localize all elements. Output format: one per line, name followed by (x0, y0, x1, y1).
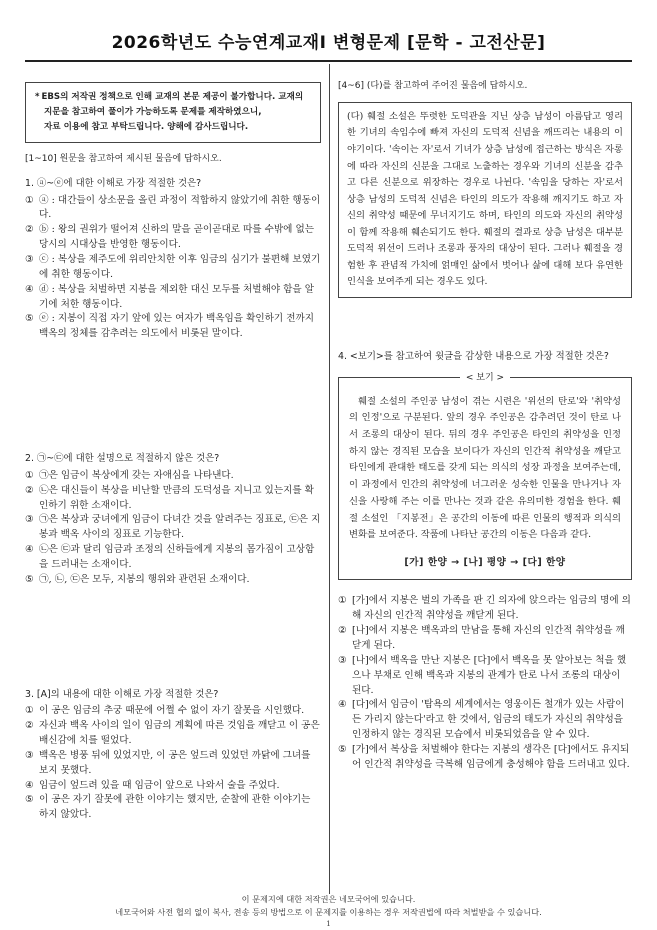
answer-option[interactable] (25, 704, 321, 719)
option-number: ③ (25, 254, 34, 266)
answer-option[interactable] (338, 698, 632, 743)
question-stem: 2. ㉠~㉢에 대한 설명으로 적절하지 않은 것은? (25, 453, 220, 465)
notice-line: EBS의 저작권 정책으로 인해 교재의 본문 제공이 불가합니다. 교재의 (41, 92, 304, 102)
answer-option[interactable] (25, 719, 321, 749)
option-number: ② (25, 720, 34, 732)
option-text: ㉡은 ㉢과 달리 임금과 조정의 신하들에게 지봉의 몸가짐이 고상함을 드러내는 소재이다. (39, 544, 315, 570)
option-number: ④ (338, 699, 347, 711)
answer-option[interactable] (338, 594, 632, 624)
bogi-text: 훼절 소설의 주인공 남성이 겪는 시련은 '위선의 탄로'와 '취약성의 인정'으로 구분된다. 앞의 경우 주인공은 감추려던 것이 탄로 나서 조롱의 대상이 된다. 뒤의 경우 주인공은 타인의 취약성을 인정하지 않는 경직된 모습을 보이다가 자신의 인간적 취약성을 깨닫고 타인에게 관대한 태도를 갖게 되는 의식의 성장 과정을 보여주는데, 이 과정에서 인간의 취약성에 너그러운 성숙한 인물을 만나거나 자신을 사랑해 주는 이를 만나는 것과 같은 유의미한 경험을 한다. 훼절 소설인 「지봉전」은 공간의 이동에 따른 인물의 행적과 의식의 변화를 보여준다. 작품에 나타난 공간의 이동은 다음과 같다. (349, 395, 621, 541)
bogi-label: < 보기 > (460, 373, 510, 383)
answer-option[interactable] (25, 484, 321, 514)
option-text: ⓓ : 복상을 처벌하면 지봉을 제외한 대신 모두를 처벌해야 함을 알기에 처한 행동이다. (39, 283, 315, 310)
answer-option[interactable] (25, 194, 321, 224)
option-number: ① (25, 194, 34, 206)
option-text: ⓐ : 대간들이 상소문을 올린 과정이 적합하지 않았기에 취한 행동이다. (39, 194, 321, 221)
option-text: [나]에서 백옥을 만난 지봉은 [다]에서 백옥을 못 알아보는 척을 했으나 부채로 인해 백옥과 지봉의 관계가 탄로 나서 조롱의 대상이 된다. (352, 654, 627, 696)
option-text: 자신과 백옥 사이의 일이 임금의 계획에 따른 것임을 깨닫고 이 공은 배신감에 치를 떨었다. (39, 720, 320, 746)
answer-option[interactable] (338, 654, 632, 699)
answer-option[interactable] (25, 283, 321, 313)
question-stem: 3. [A]의 내용에 대한 이해로 가장 적절한 것은? (25, 688, 219, 700)
option-number: ① (25, 705, 34, 717)
option-text: ⓑ : 왕의 권위가 떨어져 신하의 말을 곧이곧대로 따를 수밖에 없는 당시의 시대상을 반영한 행동이다. (39, 224, 315, 251)
option-number: ④ (25, 779, 34, 791)
question-2 (25, 452, 321, 587)
answer-option[interactable] (25, 312, 321, 342)
notice-bullet: * (35, 92, 40, 102)
option-text: [가]에서 복상을 처벌해야 한다는 지봉의 생각은 [다]에서도 유지되어 인간적 취약성을 극복해 임금에게 충성해야 함을 드러내고 있다. (352, 744, 630, 770)
section-instruction: [1~10] 원문을 참고하여 제시된 물음에 답하시오. (25, 154, 222, 165)
option-text: ㉠, ㉡, ㉢은 모두, 지봉의 행위와 관련된 소재이다. (39, 573, 250, 585)
option-text: ㉠은 임금이 복상에게 갖는 자애심을 나타낸다. (39, 469, 234, 481)
option-text: ㉠은 복상과 궁녀에게 임금이 다녀간 것을 알려주는 징표로, ㉢은 지봉과 백옥 사이의 징표로 기능한다. (39, 514, 321, 541)
question-stem: 4. <보기>를 참고하여 윗글을 감상한 내용으로 가장 적절한 것은? (338, 350, 609, 362)
column-divider (329, 64, 330, 894)
option-number: ⑤ (25, 794, 34, 806)
option-number: ④ (25, 544, 34, 556)
option-number: ③ (338, 654, 347, 666)
answer-option[interactable] (25, 779, 321, 794)
answer-option[interactable] (25, 543, 321, 573)
answer-option[interactable] (338, 743, 632, 773)
option-text: ⓔ : 지봉이 직접 자기 앞에 있는 여자가 백옥임을 확인하기 전까지 백옥의 정체를 감추려는 의도에서 비롯된 말이다. (39, 313, 315, 340)
footer-line: 네모국어와 사전 협의 없이 복사, 전송 등의 방법으로 이 문제지를 이용하는 경우 저작권법에 따라 처벌받을 수 있습니다. (115, 906, 542, 917)
option-text: [다]에서 임금이 '탐욕의 세계에서는 영웅이든 철개가 있는 사람이든 가리지 않는다'라고 한 것에서, 임금의 태도가 자신의 취약성을 인정하지 않는 경직된 모습에서 비롯되었음을 알 수 있다. (352, 699, 625, 741)
answer-option[interactable] (25, 513, 321, 543)
option-number: ⑤ (338, 744, 347, 755)
option-text: ㉡은 대신들이 복상을 비난할 만큼의 도덕성을 지니고 있는지를 확인하기 위한 소재이다. (39, 484, 314, 511)
right-column (338, 80, 632, 773)
option-text: 백옥은 병풍 뒤에 있었지만, 이 공은 엎드려 있었던 까닭에 그녀를 보지 못했다. (39, 749, 311, 776)
option-text: 이 공은 자기 잘못에 관한 이야기는 했지만, 순찰에 관한 이야기는 하지 않았다. (39, 794, 311, 821)
answer-option[interactable] (25, 749, 321, 779)
option-number: ① (25, 469, 34, 481)
option-number: ② (25, 484, 34, 496)
option-number: ① (338, 595, 347, 607)
notice-line: 지문을 참고하여 풀이가 가능하도록 문제를 제작하였으니, (44, 107, 262, 118)
question-stem: 1. ⓐ~ⓔ에 대한 이해로 가장 적절한 것은? (25, 178, 202, 190)
answer-option[interactable] (25, 573, 321, 588)
page-title: 2026학년도 수능연계교재Ⅰ 변형문제 [문학 - 고전산문] (111, 33, 546, 53)
notice-line: 자료 이용에 참고 부탁드립니다. 양해에 감사드립니다. (44, 122, 249, 133)
answer-option[interactable] (25, 469, 321, 484)
bogi-box (338, 372, 632, 581)
copyright-footer (0, 893, 657, 918)
question-3 (25, 688, 321, 823)
option-text: [가]에서 지봉은 벌의 가족을 판 긴 의자에 앉으라는 임금의 명에 의해 자신의 인간적 취약성을 깨닫게 된다. (352, 595, 631, 622)
option-number: ⑤ (25, 313, 34, 325)
left-column (25, 82, 321, 823)
question-4 (338, 350, 632, 773)
page-number: 1 (326, 919, 331, 928)
answer-option[interactable] (25, 253, 321, 283)
section-instruction: [4~6] (다)를 참고하여 주어진 물음에 답하시오. (338, 81, 528, 91)
option-number: ⑤ (25, 573, 34, 585)
header-rule (25, 60, 632, 62)
space-route: [가] 한양 → [나] 평양 → [다] 한양 (404, 557, 566, 569)
answer-option[interactable] (25, 223, 321, 253)
answer-option[interactable] (338, 624, 632, 654)
question-1 (25, 177, 321, 342)
passage-box: (다) 훼절 소설은 뚜렷한 도덕관을 지닌 상층 남성이 아름답고 영리한 기녀의 속임수에 빠져 자신의 도덕적 신념을 깨뜨리는 내용의 이야기이다. '속이는 자'로서 기녀가 상층 남성에 접근하는 방식은 자롱에 따라 자신의 신분을 그대로 노출하는 경우와 기녀의 신분을 감추고 다른 신분으로 위장하는 경우로 나뉜다. '속임을 당하는 자'로서 상층 남성의 도덕적 신념은 타인의 의도가 작용해 깨지기도 하고 자신의 취약성 때문에 무너지기도 하며, 타인의 의도와 자신의 취약성이 함께 작용해 훼손되기도 한다. 훼절의 결과로 상층 남성은 대부분 도덕적 위선이 드러나 조롱과 풍자의 대상이 된다. 그러나 훼절을 경험한 후 관념적 가치에 얽매인 삶에서 벗어나 삶에 대해 보다 유연한 인식을 보여주게 되는 경우도 있다. (338, 102, 632, 298)
option-text: 임금이 엎드려 있을 때 임금이 앞으로 나와서 술을 주었다. (39, 779, 280, 791)
option-number: ③ (25, 514, 34, 526)
option-number: ② (338, 625, 347, 637)
answer-option[interactable] (25, 793, 321, 823)
option-text: ⓒ : 복상을 제주도에 위리안치한 이후 임금의 심기가 불편해 보였기에 취한 행동이다. (39, 254, 321, 280)
option-text: [나]에서 지봉은 백옥과의 만남을 통해 자신의 인간적 취약성을 깨닫게 된다. (352, 625, 625, 651)
copyright-notice (25, 82, 321, 143)
option-number: ④ (25, 283, 34, 295)
footer-line: 이 문제지에 대한 저작권은 네모국어에 있습니다. (241, 894, 416, 904)
option-number: ③ (25, 749, 34, 761)
option-number: ② (25, 224, 34, 236)
option-text: 이 공은 임금의 추궁 때문에 어쩔 수 없이 자기 잘못을 시인했다. (39, 705, 305, 717)
